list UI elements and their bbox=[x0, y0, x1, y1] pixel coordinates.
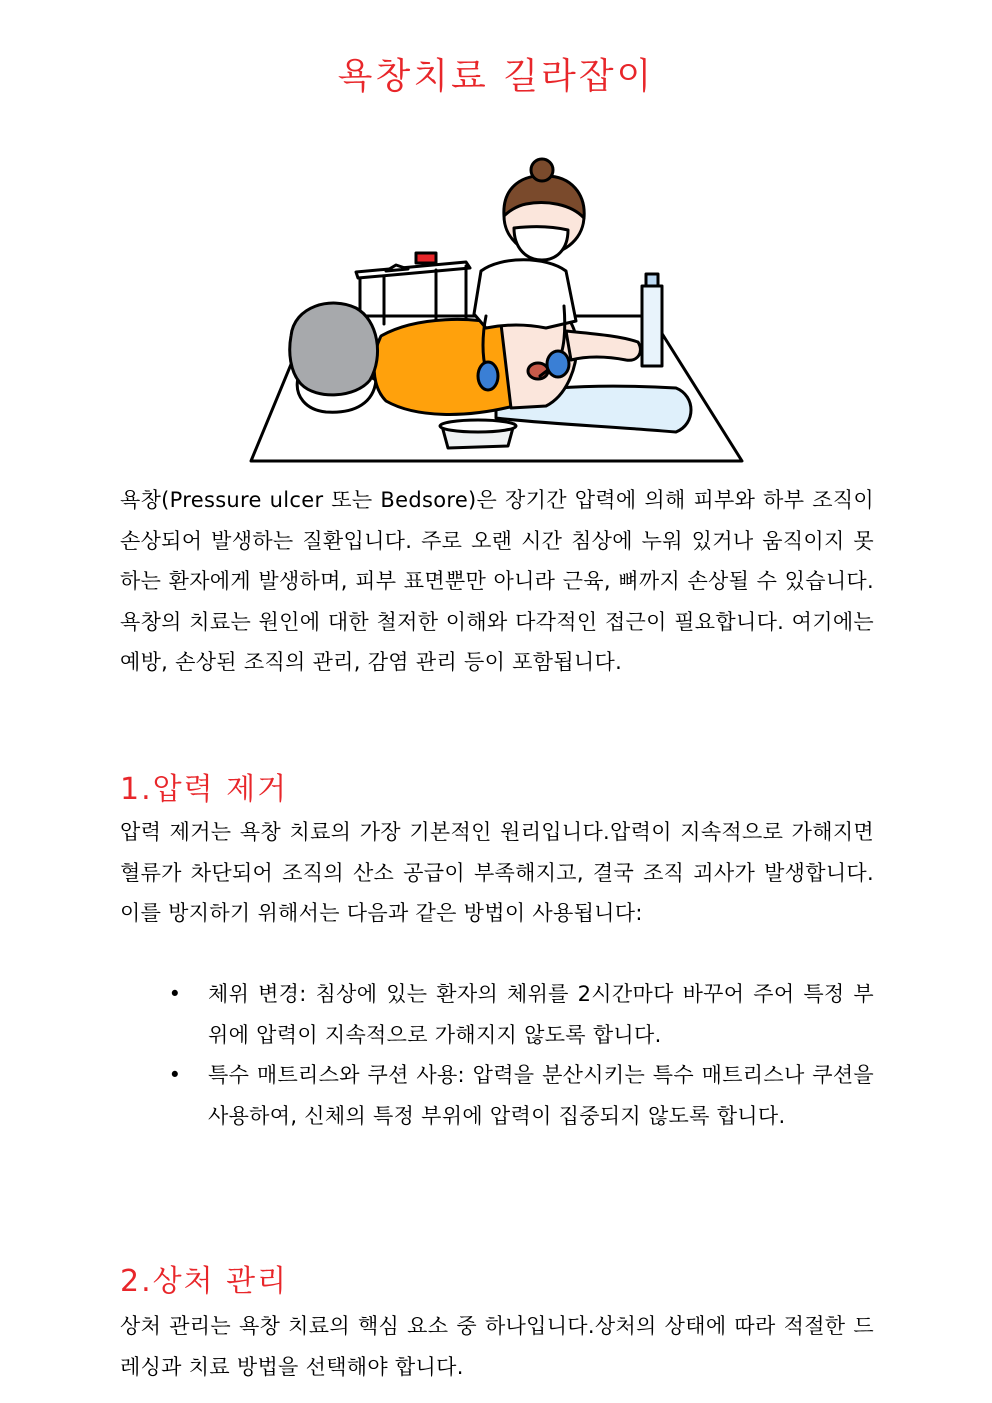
section-heading-wound-care: 2.상처 관리 bbox=[120, 1264, 289, 1299]
bullet-icon: • bbox=[168, 982, 182, 1006]
list-item bbox=[165, 1055, 874, 1136]
nurse-treating-bedsore-illustration bbox=[246, 156, 746, 466]
pressure-relief-methods-list bbox=[165, 974, 874, 1136]
intro-paragraph: 욕창(Pressure ulcer 또는 Bedsore)은 장기간 압력에 의해 피부와 하부 조직이 손상되어 발생하는 질환입니다. 주로 오랜 시간 침상에 누워 있거나 움직이지 못하는 환자에게 발생하며, 피부 표면뿐만 아니라 근육, 뼈까지 손상될 수 있습니다. 욕창의 치료는 원인에 대한 철저한 이해와 다각적인 접근이 필요합니다. 여기에는 예방, 손상된 조직의 관리, 감염 관리 등이 포함됩니다. bbox=[120, 488, 874, 674]
list-item bbox=[165, 974, 874, 1055]
list-item-text: 체위 변경: 침상에 있는 환자의 체위를 2시간마다 바꾸어 주어 특정 부위에 압력이 지속적으로 가해지지 않도록 합니다. bbox=[208, 982, 874, 1047]
bullet-icon: • bbox=[168, 1063, 182, 1087]
list-item-text: 특수 매트리스와 쿠션 사용: 압력을 분산시키는 특수 매트리스나 쿠션을 사용하여, 신체의 특정 부위에 압력이 집중되지 않도록 합니다. bbox=[208, 1063, 874, 1128]
section-body-pressure-relief: 압력 제거는 욕창 치료의 가장 기본적인 원리입니다.압력이 지속적으로 가해지면 혈류가 차단되어 조직의 산소 공급이 부족해지고, 결국 조직 괴사가 발생합니다. 이를 방지하기 위해서는 다음과 같은 방법이 사용됩니다: bbox=[120, 820, 874, 925]
section-body-wound-care: 상처 관리는 욕창 치료의 핵심 요소 중 하나입니다.상처의 상태에 따라 적절한 드레싱과 치료 방법을 선택해야 합니다. bbox=[120, 1314, 874, 1379]
section-heading-pressure-relief: 1.압력 제거 bbox=[120, 772, 289, 807]
document-title: 욕창치료 길라잡이 bbox=[337, 56, 655, 97]
